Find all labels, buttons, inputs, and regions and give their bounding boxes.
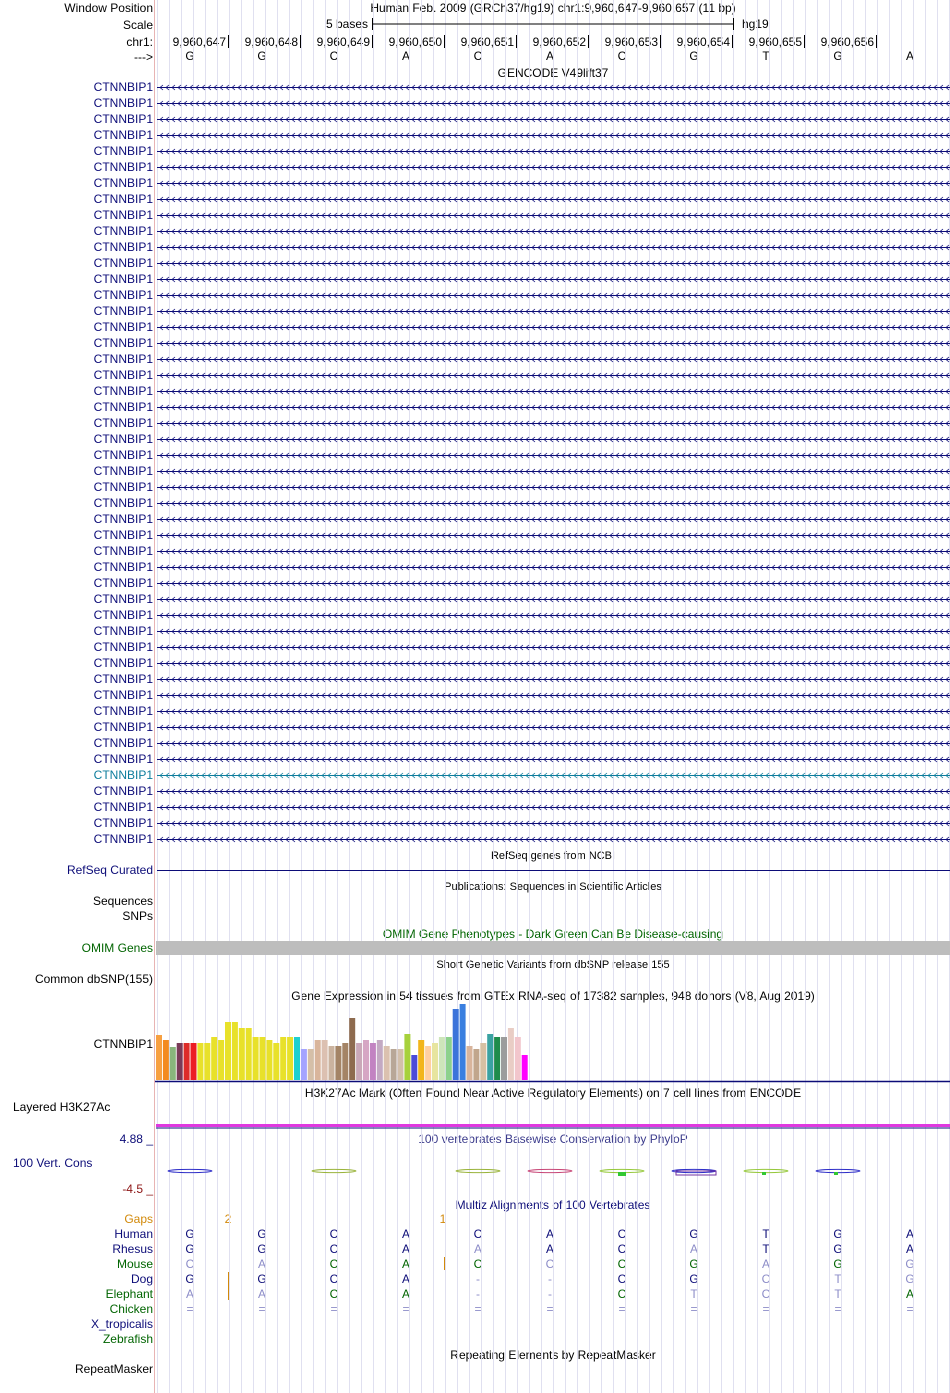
aligned-base: A	[689, 1242, 698, 1256]
gencode-transcript-label[interactable]: CTNNBIP1	[93, 512, 153, 526]
gencode-transcript-label[interactable]: CTNNBIP1	[93, 256, 153, 270]
gencode-transcript-label[interactable]: CTNNBIP1	[93, 832, 153, 846]
reference-base: G	[833, 49, 843, 63]
gtex-tissue-bar	[439, 1037, 445, 1080]
cons-max-label: 4.88 _	[119, 1132, 153, 1146]
gtex-tissue-bar	[432, 1043, 438, 1080]
strand-arrows	[160, 581, 949, 586]
conservation-glyph	[672, 1169, 716, 1172]
species-label[interactable]: Human	[114, 1227, 153, 1241]
aligned-base: T	[690, 1287, 698, 1301]
aligned-base: =	[690, 1302, 698, 1316]
cons-min-label: -4.5 _	[122, 1182, 153, 1196]
aligned-base: C	[329, 1257, 339, 1271]
gencode-transcript-label[interactable]: CTNNBIP1	[93, 528, 153, 542]
gtex-tissue-bar	[315, 1040, 321, 1080]
strand-arrows	[160, 517, 949, 522]
ruler-position-label: 9,960,655	[748, 35, 802, 49]
strand-arrows	[160, 373, 949, 378]
gtex-tissue-bar	[453, 1009, 459, 1080]
gencode-transcript-label[interactable]: CTNNBIP1	[93, 368, 153, 382]
gencode-transcript-label[interactable]: CTNNBIP1	[93, 96, 153, 110]
gtex-tissue-bar	[411, 1055, 417, 1080]
species-label[interactable]: Chicken	[109, 1302, 153, 1316]
gencode-transcript-label[interactable]: CTNNBIP1	[93, 160, 153, 174]
multiz-title: Multiz Alignments of 100 Vertebrates	[455, 1198, 651, 1212]
gtex-gene-label[interactable]: CTNNBIP1	[93, 1037, 153, 1051]
aligned-base: A	[905, 1227, 914, 1241]
gencode-transcript-label[interactable]: CTNNBIP1	[93, 688, 153, 702]
gencode-transcript-label[interactable]: CTNNBIP1	[93, 656, 153, 670]
strand-arrows	[160, 613, 949, 618]
aligned-base: G	[257, 1242, 267, 1256]
gencode-transcript-label[interactable]: CTNNBIP1	[93, 336, 153, 350]
strand-arrows	[160, 533, 949, 538]
gtex-tissue-bar	[308, 1049, 314, 1080]
aligned-base: A	[401, 1242, 410, 1256]
strand-arrows	[160, 709, 949, 714]
aligned-base: G	[185, 1227, 195, 1241]
ruler-position-label: 9,960,654	[676, 35, 730, 49]
gencode-transcript-label[interactable]: CTNNBIP1	[93, 592, 153, 606]
aligned-base: T	[834, 1287, 842, 1301]
strand-arrows	[160, 357, 949, 362]
gtex-tissue-bar	[204, 1043, 210, 1080]
gtex-tissue-bar	[501, 1037, 507, 1080]
strand-arrows	[160, 261, 949, 266]
aligned-base: C	[617, 1272, 627, 1286]
conservation-glyph	[168, 1169, 212, 1172]
aligned-base: -	[548, 1272, 552, 1286]
gtex-tissue-bar	[335, 1046, 341, 1080]
reference-base: G	[689, 49, 699, 63]
strand-arrows	[160, 133, 949, 138]
reference-base: A	[545, 49, 554, 63]
aligned-base: =	[906, 1302, 914, 1316]
window-position-label: Window Position	[64, 1, 153, 15]
gtex-tissue-bar	[467, 1046, 473, 1080]
gtex-tissue-bar	[294, 1037, 300, 1080]
strand-arrows	[160, 469, 949, 474]
gtex-tissue-bar	[184, 1043, 190, 1080]
aligned-base: G	[185, 1242, 195, 1256]
aligned-base: G	[905, 1257, 915, 1271]
strand-arrows	[160, 325, 949, 330]
gencode-transcript-label[interactable]: CTNNBIP1	[93, 576, 153, 590]
gtex-tissue-bar	[329, 1046, 335, 1080]
gencode-transcript-label[interactable]: CTNNBIP1	[93, 640, 153, 654]
gtex-tissue-bar	[349, 1018, 355, 1080]
aligned-base: A	[401, 1287, 410, 1301]
gencode-transcript-label[interactable]: CTNNBIP1	[93, 816, 153, 830]
strand-arrows	[160, 165, 949, 170]
gtex-tissue-bar	[163, 1040, 169, 1080]
aligned-base: G	[689, 1257, 699, 1271]
aligned-base: A	[905, 1287, 914, 1301]
refseq-title: RefSeq genes from NCBI	[490, 850, 616, 862]
aligned-base: G	[257, 1227, 267, 1241]
aligned-base: =	[402, 1302, 410, 1316]
repeatmasker-label[interactable]: RepeatMasker	[74, 1362, 153, 1376]
gencode-transcript-label[interactable]: CTNNBIP1	[93, 80, 153, 94]
gtex-tissue-bar	[156, 1035, 162, 1080]
reference-base: G	[185, 49, 195, 63]
h3k27ac-title: H3K27Ac Mark (Often Found Near Active Regulatory Elements) on 7 cell lines from ENCODE	[304, 1086, 802, 1100]
species-label[interactable]: Elephant	[105, 1287, 153, 1301]
cons-title: 100 vertebrates Basewise Conservation by PhyloP	[418, 1132, 688, 1146]
strand-arrows	[160, 405, 949, 410]
gencode-transcript-label[interactable]: CTNNBIP1	[93, 496, 153, 510]
aligned-base: =	[834, 1302, 842, 1316]
aligned-base: A	[257, 1257, 266, 1271]
aligned-base: A	[545, 1227, 554, 1241]
aligned-base: -	[476, 1272, 480, 1286]
gtex-tissue-bar	[287, 1037, 293, 1080]
strand-arrows	[160, 213, 949, 218]
reference-base: A	[401, 49, 410, 63]
scale-assembly: hg19	[742, 17, 769, 31]
strand-arrows	[160, 421, 949, 426]
gencode-transcript-label[interactable]: CTNNBIP1	[93, 464, 153, 478]
gtex-tissue-bar	[370, 1043, 376, 1080]
strand-arrows	[160, 117, 949, 122]
strand-arrows	[160, 341, 949, 346]
strand-arrows	[160, 85, 949, 90]
species-label[interactable]: Rhesus	[112, 1242, 153, 1256]
gencode-transcript-label[interactable]: CTNNBIP1	[93, 240, 153, 254]
gencode-transcript-label[interactable]: CTNNBIP1	[93, 128, 153, 142]
ruler-position-label: 9,960,648	[244, 35, 298, 49]
species-label[interactable]: Dog	[130, 1272, 153, 1286]
aligned-base: C	[329, 1242, 339, 1256]
omim-bar	[156, 941, 950, 955]
ruler-position-label: 9,960,649	[316, 35, 370, 49]
gtex-tissue-bar	[446, 1037, 452, 1080]
gencode-transcript-label[interactable]: CTNNBIP1	[93, 208, 153, 222]
aligned-base: C	[761, 1272, 771, 1286]
gencode-transcript-label[interactable]: CTNNBIP1	[93, 416, 153, 430]
strand-arrows	[160, 229, 949, 234]
strand-arrows	[160, 645, 949, 650]
aligned-base: T	[762, 1242, 770, 1256]
aligned-base: =	[618, 1302, 626, 1316]
repeatmasker-title: Repeating Elements by RepeatMasker	[450, 1348, 656, 1362]
strand-arrows	[160, 789, 949, 794]
scale-text: 5 bases	[325, 17, 368, 31]
aligned-base: T	[762, 1227, 770, 1241]
gtex-tissue-bar	[398, 1049, 404, 1080]
cons-label[interactable]: 100 Vert. Cons	[13, 1156, 93, 1170]
gencode-transcript-label[interactable]: CTNNBIP1	[93, 448, 153, 462]
strand-arrows	[160, 293, 949, 298]
gtex-tissue-bar	[266, 1040, 272, 1080]
ruler-position-label: 9,960,656	[820, 35, 874, 49]
aligned-base: C	[329, 1272, 339, 1286]
reference-base: G	[257, 49, 267, 63]
aligned-base: A	[185, 1287, 194, 1301]
species-label[interactable]: X_tropicalis	[90, 1317, 153, 1331]
aligned-base: C	[185, 1257, 195, 1271]
aligned-base: C	[473, 1257, 483, 1271]
strand-arrows	[160, 501, 949, 506]
aligned-base: C	[617, 1287, 627, 1301]
strand-arrows	[160, 597, 949, 602]
strand-arrows	[160, 245, 949, 250]
gtex-tissue-bar	[211, 1037, 217, 1080]
ruler-position-label: 9,960,647	[172, 35, 226, 49]
ruler-position-label: 9,960,651	[460, 35, 514, 49]
gtex-tissue-bar	[342, 1043, 348, 1080]
gaps-label: Gaps	[124, 1212, 153, 1226]
gencode-transcript-label[interactable]: CTNNBIP1	[93, 560, 153, 574]
strand-arrows	[160, 309, 949, 314]
reference-base: C	[329, 49, 339, 63]
aligned-base: G	[833, 1242, 843, 1256]
aligned-base: C	[617, 1257, 627, 1271]
gtex-tissue-bar	[246, 1028, 252, 1080]
aligned-base: C	[329, 1287, 339, 1301]
aligned-base: =	[186, 1302, 194, 1316]
gencode-transcript-label[interactable]: CTNNBIP1	[93, 272, 153, 286]
gtex-title: Gene Expression in 54 tissues from GTEx RNA-seq of 17382 samples, 948 donors (V8, Aug 2019)	[291, 989, 815, 1003]
strand-arrows	[160, 629, 949, 634]
gap-count: 2	[224, 1212, 232, 1226]
aligned-base: A	[761, 1257, 770, 1271]
gtex-tissue-bar	[480, 1043, 486, 1080]
gencode-transcript-label[interactable]: CTNNBIP1	[93, 400, 153, 414]
strand-arrows	[160, 453, 949, 458]
reference-base: T	[762, 49, 770, 63]
gtex-tissue-bar	[260, 1037, 266, 1080]
strand-arrows	[160, 757, 949, 762]
aligned-base: A	[401, 1272, 410, 1286]
strand-label: --->	[134, 50, 153, 64]
aligned-base: C	[617, 1227, 627, 1241]
aligned-base: G	[905, 1272, 915, 1286]
gtex-tissue-bar	[418, 1040, 424, 1080]
gtex-tissue-bar	[356, 1043, 362, 1080]
gencode-transcript-label[interactable]: CTNNBIP1	[93, 736, 153, 750]
scale-label: Scale	[122, 18, 153, 32]
gtex-tissue-bar	[170, 1047, 176, 1080]
aligned-base: =	[330, 1302, 338, 1316]
gencode-transcript-label[interactable]: CTNNBIP1	[93, 224, 153, 238]
strand-arrows	[160, 677, 949, 682]
gtex-tissue-bar	[473, 1049, 479, 1080]
gtex-tissue-bar	[197, 1043, 203, 1080]
gtex-tissue-bar	[404, 1034, 410, 1080]
aligned-base: C	[329, 1227, 339, 1241]
gencode-transcript-label[interactable]: CTNNBIP1	[93, 480, 153, 494]
aligned-base: G	[257, 1272, 267, 1286]
gtex-tissue-bar	[273, 1043, 279, 1080]
aligned-base: G	[689, 1227, 699, 1241]
strand-arrows	[160, 821, 949, 826]
reference-base: C	[617, 49, 627, 63]
gencode-transcript-label[interactable]: CTNNBIP1	[93, 112, 153, 126]
gtex-tissue-bar	[239, 1028, 245, 1080]
gencode-transcript-label[interactable]: CTNNBIP1	[93, 320, 153, 334]
aligned-base: G	[833, 1257, 843, 1271]
conservation-glyph	[816, 1169, 860, 1172]
gencode-transcript-label[interactable]: CTNNBIP1	[93, 144, 153, 158]
gencode-transcript-label[interactable]: CTNNBIP1	[93, 288, 153, 302]
gtex-tissue-bar	[508, 1028, 514, 1080]
gencode-transcript-label[interactable]: CTNNBIP1	[93, 352, 153, 366]
aligned-base: A	[257, 1287, 266, 1301]
strand-arrows	[160, 485, 949, 490]
gencode-transcript-label[interactable]: CTNNBIP1	[93, 192, 153, 206]
publications-label-snps[interactable]: SNPs	[122, 909, 153, 923]
gtex-tissue-bar	[322, 1040, 328, 1080]
gtex-tissue-bar	[515, 1037, 521, 1080]
aligned-base: A	[545, 1242, 554, 1256]
aligned-base: =	[258, 1302, 266, 1316]
conservation-bar	[834, 1172, 838, 1175]
aligned-base: =	[474, 1302, 482, 1316]
gencode-transcript-label[interactable]: CTNNBIP1	[93, 784, 153, 798]
gtex-tissue-bar	[218, 1040, 224, 1080]
strand-arrows	[160, 565, 949, 570]
strand-arrows	[160, 277, 949, 282]
aligned-base: =	[762, 1302, 770, 1316]
ruler-position-label: 9,960,652	[532, 35, 586, 49]
strand-arrows	[160, 661, 949, 666]
conservation-glyph	[528, 1169, 572, 1172]
gencode-transcript-label[interactable]: CTNNBIP1	[93, 384, 153, 398]
gtex-tissue-bar	[391, 1049, 397, 1080]
aligned-base: C	[545, 1257, 555, 1271]
conservation-glyph	[456, 1169, 500, 1172]
gencode-transcript-label[interactable]: CTNNBIP1	[93, 672, 153, 686]
gencode-transcript-label[interactable]: CTNNBIP1	[93, 608, 153, 622]
strand-arrows	[160, 389, 949, 394]
gencode-transcript-label[interactable]: CTNNBIP1	[93, 304, 153, 318]
gtex-tissue-bar	[177, 1043, 183, 1080]
gencode-transcript-label[interactable]: CTNNBIP1	[93, 800, 153, 814]
h3k27ac-label[interactable]: Layered H3K27Ac	[13, 1100, 111, 1114]
gtex-tissue-bar	[225, 1022, 231, 1080]
gtex-tissue-bar	[280, 1037, 286, 1080]
aligned-base: C	[617, 1242, 627, 1256]
omim-title: OMIM Gene Phenotypes - Dark Green Can Be Disease-causing	[382, 927, 724, 941]
gencode-transcript-label[interactable]: CTNNBIP1	[93, 176, 153, 190]
conservation-glyph	[744, 1169, 788, 1172]
strand-arrows	[160, 773, 949, 778]
aligned-base: T	[834, 1272, 842, 1286]
gtex-tissue-bar	[377, 1040, 383, 1080]
refseq-label[interactable]: RefSeq Curated	[66, 863, 153, 877]
strand-arrows	[160, 101, 949, 106]
strand-arrows	[160, 725, 949, 730]
conservation-bar	[762, 1172, 766, 1175]
conservation-glyph	[600, 1169, 644, 1172]
gtex-tissue-bar	[253, 1037, 259, 1080]
gtex-tissue-bar	[460, 1004, 466, 1080]
strand-arrows	[160, 181, 949, 186]
aligned-base: =	[546, 1302, 554, 1316]
reference-base: C	[473, 49, 483, 63]
window-position-text: Human Feb. 2009 (GRCh37/hg19) chr1:9,960,647-9,960,657 (11 bp)	[370, 1, 736, 15]
aligned-base: G	[833, 1227, 843, 1241]
conservation-glyph	[312, 1169, 356, 1172]
strand-arrows	[160, 549, 949, 554]
strand-arrows	[160, 741, 949, 746]
ruler-position-label: 9,960,650	[388, 35, 442, 49]
gtex-tissue-bar	[425, 1046, 431, 1080]
aligned-base: A	[473, 1242, 482, 1256]
strand-arrows	[160, 805, 949, 810]
gtex-tissue-bar	[487, 1034, 493, 1080]
h3k27ac-signal	[156, 1124, 950, 1127]
gtex-tissue-bar	[363, 1040, 369, 1080]
strand-arrows	[160, 837, 949, 842]
aligned-base: A	[401, 1257, 410, 1271]
publications-label-sequences[interactable]: Sequences	[92, 894, 153, 908]
species-label[interactable]: Zebrafish	[102, 1332, 153, 1346]
omim-label[interactable]: OMIM Genes	[81, 941, 153, 955]
reference-base: A	[905, 49, 914, 63]
aligned-base: A	[905, 1242, 914, 1256]
gtex-tissue-bar	[494, 1037, 500, 1080]
gtex-tissue-bar	[384, 1046, 390, 1080]
gtex-tissue-bar	[301, 1049, 307, 1080]
conservation-bar	[676, 1171, 716, 1175]
conservation-bar	[618, 1172, 626, 1176]
gap-count: 1	[439, 1212, 447, 1226]
gencode-transcript-label[interactable]: CTNNBIP1	[93, 432, 153, 446]
gencode-transcript-label[interactable]: CTNNBIP1	[93, 544, 153, 558]
gencode-transcript-label[interactable]: CTNNBIP1	[93, 752, 153, 766]
chrom-label: chr1:	[126, 35, 153, 49]
strand-arrows	[160, 693, 949, 698]
publications-title: Publications: Sequences in Scientific Articles	[444, 881, 662, 893]
species-label[interactable]: Mouse	[116, 1257, 153, 1271]
strand-arrows	[160, 437, 949, 442]
dbsnp-title: Short Genetic Variants from dbSNP release 155	[436, 959, 670, 971]
strand-arrows	[160, 197, 949, 202]
aligned-base: A	[401, 1227, 410, 1241]
gencode-transcript-label[interactable]: CTNNBIP1	[93, 720, 153, 734]
gtex-tissue-bar	[232, 1022, 238, 1080]
aligned-base: C	[473, 1227, 483, 1241]
aligned-base: -	[548, 1287, 552, 1301]
gencode-transcript-label[interactable]: CTNNBIP1	[93, 768, 153, 782]
ruler-position-label: 9,960,653	[604, 35, 658, 49]
aligned-base: -	[476, 1287, 480, 1301]
aligned-base: G	[185, 1272, 195, 1286]
gencode-transcript-label[interactable]: CTNNBIP1	[93, 704, 153, 718]
gencode-title: GENCODE V49lift37	[497, 66, 609, 80]
gtex-tissue-bar	[522, 1055, 528, 1080]
gtex-tissue-bar	[191, 1043, 197, 1080]
gencode-transcript-label[interactable]: CTNNBIP1	[93, 624, 153, 638]
dbsnp-label[interactable]: Common dbSNP(155)	[34, 972, 153, 986]
strand-arrows	[160, 149, 949, 154]
aligned-base: G	[689, 1272, 699, 1286]
aligned-base: C	[761, 1287, 771, 1301]
